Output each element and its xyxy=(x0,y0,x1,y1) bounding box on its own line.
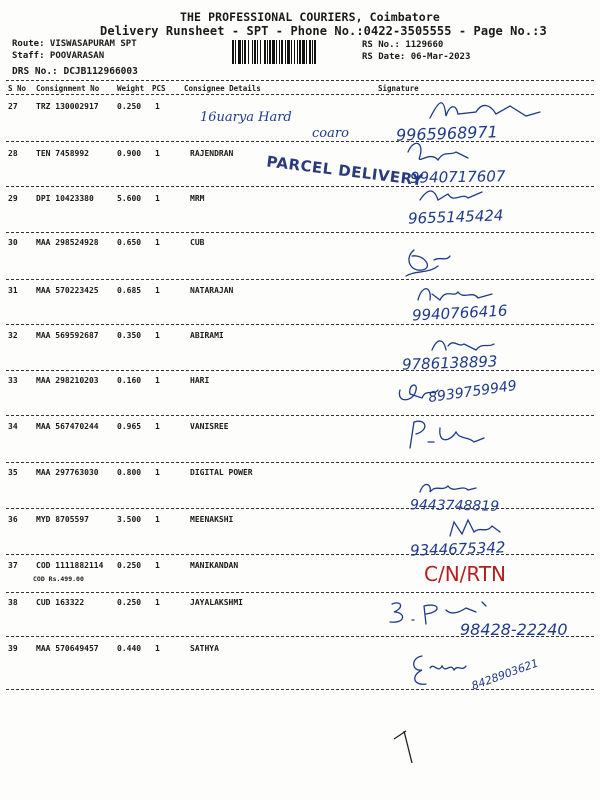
row-pcs: 1 xyxy=(155,468,160,477)
row-pcs: 1 xyxy=(155,561,160,570)
row-divider xyxy=(6,324,594,325)
rs-date: RS Date: 06-Mar-2023 xyxy=(362,52,471,62)
row-sno: 27 xyxy=(8,102,18,111)
handwritten-consignee-line2: coaro xyxy=(312,126,349,141)
row-consignee: ABIRAMI xyxy=(190,331,224,340)
row-weight: 0.160 xyxy=(117,376,142,385)
runsheet-title: Delivery Runsheet - SPT - Phone No.:0422-3505555 - Page No.:3 xyxy=(100,24,547,38)
handwritten-signature-text: 9344675342 xyxy=(409,538,506,560)
barcode xyxy=(232,40,354,64)
signature-scribble xyxy=(450,516,570,556)
row-weight: 0.250 xyxy=(117,598,142,607)
row-consignment-number: MAA 570223425 xyxy=(36,286,99,295)
row-consignment-number: MYD 8705597 xyxy=(36,515,89,524)
rs-number: RS No.: 1129660 xyxy=(362,40,444,50)
row-weight: 0.650 xyxy=(117,238,142,247)
row-consignee: MRM xyxy=(190,194,205,203)
row-consignee: MANIKANDAN xyxy=(190,561,239,570)
row-consignee: SATHYA xyxy=(190,644,219,653)
row-sno: 31 xyxy=(8,286,18,295)
row-divider xyxy=(6,232,594,233)
signature-scribble xyxy=(396,378,516,418)
row-consignment-number: TRZ 130002917 xyxy=(36,102,99,111)
row-sno: 38 xyxy=(8,598,18,607)
row-consignment-number: COD 1111882114 xyxy=(36,561,104,570)
row-consignee: VANISREE xyxy=(190,422,229,431)
row-consignment-number: MAA 570649457 xyxy=(36,644,99,653)
signature-scribble xyxy=(408,652,528,692)
row-sno: 39 xyxy=(8,644,18,653)
row-sno: 37 xyxy=(8,561,18,570)
row-consignee: MEENAKSHI xyxy=(190,515,234,524)
row-sno: 33 xyxy=(8,376,18,385)
handwritten-signature-text: 9443748819 xyxy=(409,497,500,515)
col-weight: Weight xyxy=(117,84,145,93)
row-weight: 0.965 xyxy=(117,422,142,431)
pen-mark xyxy=(392,725,422,765)
handwritten-signature-text: 9940766416 xyxy=(411,301,508,325)
signature-scribble xyxy=(418,284,538,324)
return-note: C/N/RTN xyxy=(424,562,507,586)
row-consignment-number: CUD 163322 xyxy=(36,598,85,607)
row-weight: 0.685 xyxy=(117,286,142,295)
row-weight: 3.500 xyxy=(117,515,142,524)
row-sno: 28 xyxy=(8,149,18,158)
signature-scribble xyxy=(420,186,540,226)
handwritten-signature-text: 98428-22240 xyxy=(460,620,568,639)
row-cod-amount: COD Rs.499.00 xyxy=(33,575,84,583)
signature-scribble xyxy=(408,142,528,182)
row-pcs: 1 xyxy=(155,286,160,295)
row-pcs: 1 xyxy=(155,194,160,203)
row-consignment-number: TEN 7458992 xyxy=(36,149,89,158)
signature-scribble xyxy=(418,478,538,518)
handwritten-consignee-line1: 16uarya Hard xyxy=(200,110,292,125)
row-consignment-number: MAA 567470244 xyxy=(36,422,99,431)
header-divider xyxy=(6,80,594,81)
row-consignment-number: DPI 10423380 xyxy=(36,194,94,203)
row-sno: 30 xyxy=(8,238,18,247)
row-pcs: 1 xyxy=(155,238,160,247)
row-consignment-number: MAA 569592687 xyxy=(36,331,99,340)
row-weight: 0.350 xyxy=(117,331,142,340)
row-weight: 0.250 xyxy=(117,102,142,111)
row-weight: 0.250 xyxy=(117,561,142,570)
row-sno: 29 xyxy=(8,194,18,203)
signature-scribble xyxy=(404,246,524,286)
row-divider xyxy=(6,462,594,463)
col-pcs: PCS xyxy=(152,84,166,93)
signature-scribble xyxy=(386,598,506,638)
signature-scribble xyxy=(430,98,550,138)
row-weight: 5.600 xyxy=(117,194,142,203)
row-sno: 36 xyxy=(8,515,18,524)
row-weight: 0.800 xyxy=(117,468,142,477)
column-divider xyxy=(6,94,594,95)
handwritten-signature-text: 9786138893 xyxy=(401,352,498,374)
row-pcs: 1 xyxy=(155,102,160,111)
row-consignment-number: MAA 298210203 xyxy=(36,376,99,385)
handwritten-signature-text: 8428903621 xyxy=(469,656,541,693)
handwritten-signature-text: 9965968971 xyxy=(395,122,499,145)
row-pcs: 1 xyxy=(155,149,160,158)
row-consignee: JAYALAKSHMI xyxy=(190,598,243,607)
row-consignee: CUB xyxy=(190,238,205,247)
handwritten-signature-text: 9655145424 xyxy=(407,206,504,228)
col-consignee: Consignee Details xyxy=(184,84,261,93)
row-pcs: 1 xyxy=(155,331,160,340)
row-pcs: 1 xyxy=(155,515,160,524)
row-consignment-number: MAA 298524928 xyxy=(36,238,99,247)
parcel-delivery-stamp: PARCEL DELIVERY xyxy=(265,152,425,190)
row-weight: 0.440 xyxy=(117,644,142,653)
company-title: THE PROFESSIONAL COURIERS, Coimbatore xyxy=(180,10,440,24)
signature-scribble xyxy=(404,418,524,458)
row-consignee: NATARAJAN xyxy=(190,286,234,295)
row-pcs: 1 xyxy=(155,644,160,653)
row-consignee: RAJENDRAN xyxy=(190,149,234,158)
signature-scribble xyxy=(432,336,552,376)
row-weight: 0.900 xyxy=(117,149,142,158)
barcode-bar xyxy=(316,40,317,64)
staff-label: Staff: POOVARASAN xyxy=(12,51,105,61)
row-sno: 32 xyxy=(8,331,18,340)
row-consignee: DIGITAL POWER xyxy=(190,468,253,477)
row-sno: 35 xyxy=(8,468,18,477)
route-label: Route: VISWASAPURAM SPT xyxy=(12,39,137,49)
handwritten-signature-text: 9940717607 xyxy=(409,167,506,187)
row-consignment-number: MAA 297763030 xyxy=(36,468,99,477)
drs-number: DRS No.: DCJB112966003 xyxy=(12,66,138,77)
row-pcs: 1 xyxy=(155,598,160,607)
row-divider xyxy=(6,592,594,593)
col-signature: Signature xyxy=(378,84,419,93)
row-consignee: HARI xyxy=(190,376,210,385)
col-sno: S No xyxy=(8,84,27,93)
row-pcs: 1 xyxy=(155,422,160,431)
row-sno: 34 xyxy=(8,422,18,431)
row-pcs: 1 xyxy=(155,376,160,385)
handwritten-signature-text: 8939759949 xyxy=(427,377,518,407)
col-consignment: Consignment No xyxy=(36,84,100,93)
